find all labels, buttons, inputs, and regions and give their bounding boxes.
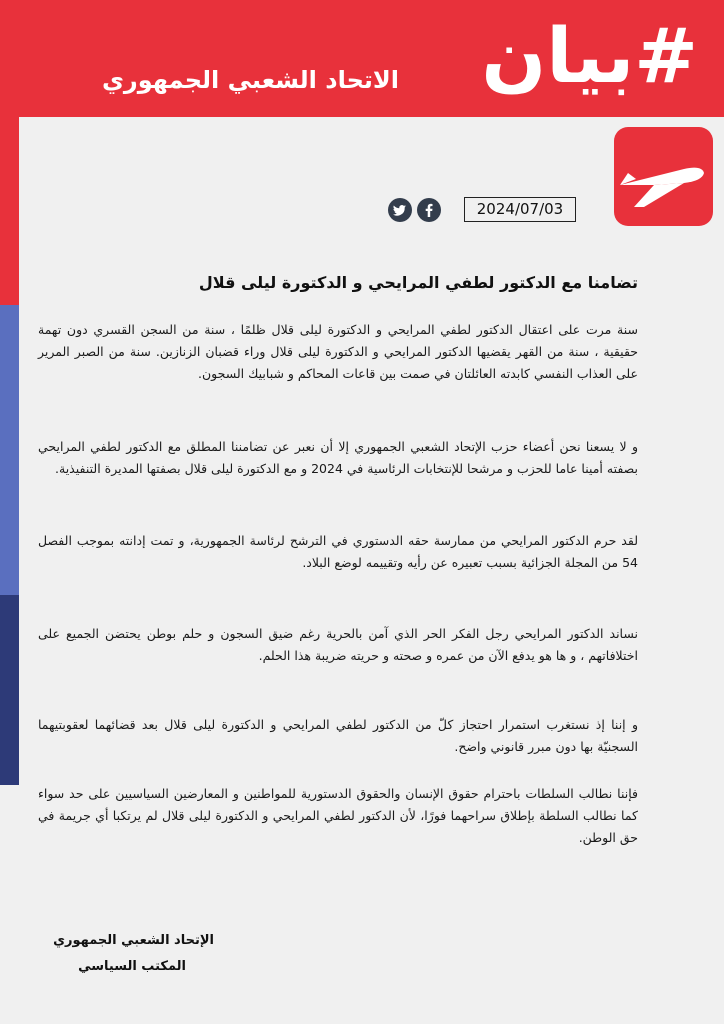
paragraph-2: و لا يسعنا نحن أعضاء حزب الإتحاد الشعبي الجمهوري إلا أن نعبر عن تضامننا المطلق مع الدكتور لطفي المرايحي بصفته أمينا عاما للحزب و مرشحا للإنتخابات الرئاسية في 2024 و مع الدكتورة ليلى قلال بصفتها المديرة التنفيذية. (38, 439, 638, 476)
twitter-link[interactable] (388, 198, 412, 222)
party-name-header: الاتحاد الشعبي الجمهوري (101, 66, 399, 94)
paragraph-4: نساند الدكتور المرايحي رجل الفكر الحر الذي آمن بالحرية رغم ضيق السجون و حلم بوطن يحتضن الجميع على اختلافاتهم ، و ها هو يدفع الآن من عمره و صحته و حريته ضريبة هذا الحلم. (38, 626, 638, 663)
statement-hashtag: #بيان (481, 11, 698, 100)
left-accent-blue (0, 305, 19, 595)
statement-headline: تضامنا مع الدكتور لطفي المرايحي و الدكتورة ليلى قلال (198, 273, 638, 292)
paragraph-6: فإننا نطالب السلطات باحترام حقوق الإنسان والحقوق الدستورية للمواطنين و المعارضين السياسيين على حد سواء كما نطالب السلطة بإطلاق سراحهما فورًا، لأن الدكتور لطفي المرايحي و الدكتورة ليلى قلال لم يرتكبا أي جريمة في حق الوطن. (38, 786, 638, 845)
signature-office: المكتب السياسي (78, 959, 186, 974)
twitter-icon (388, 198, 412, 222)
airplane-icon (614, 127, 713, 226)
paragraph-5: و إننا إذ نستغرب استمرار احتجاز كلّ من الدكتور لطفي المرايحي و الدكتورة ليلى قلال بعد قضائهما لعقوبتيهما السجنيّة بها دون مبرر قانوني واضح. (38, 717, 638, 754)
signature-party: الإتحاد الشعبي الجمهوري (53, 933, 214, 948)
facebook-link[interactable] (417, 198, 441, 222)
facebook-icon (417, 198, 441, 222)
left-accent-navy (0, 595, 19, 785)
paragraph-1: سنة مرت على اعتقال الدكتور لطفي المرايحي و الدكتورة ليلى قلال ظلمًا ، سنة من السجن القسري دون تهمة حقيقية ، سنة من القهر يقضيها الدكتور المرايحي و الدكتورة ليلى قلال وراء قضبان الزنازين. سنة من الصبر المرير على العذاب النفسي كابدته العائلتان في صمت بين قاعات المحاكم و شبابيك السجون. (38, 322, 638, 381)
left-accent-red (0, 117, 19, 305)
statement-date: 2024/07/03 (464, 197, 576, 222)
party-logo (614, 127, 713, 226)
paragraph-3: لقد حرم الدكتور المرايحي من ممارسة حقه الدستوري في الترشح لرئاسة الجمهورية، و تمت إدانته بموجب الفصل 54 من المجلة الجزائية بسبب تعبيره عن رأيه وتقييمه لوضع البلاد. (38, 533, 638, 570)
